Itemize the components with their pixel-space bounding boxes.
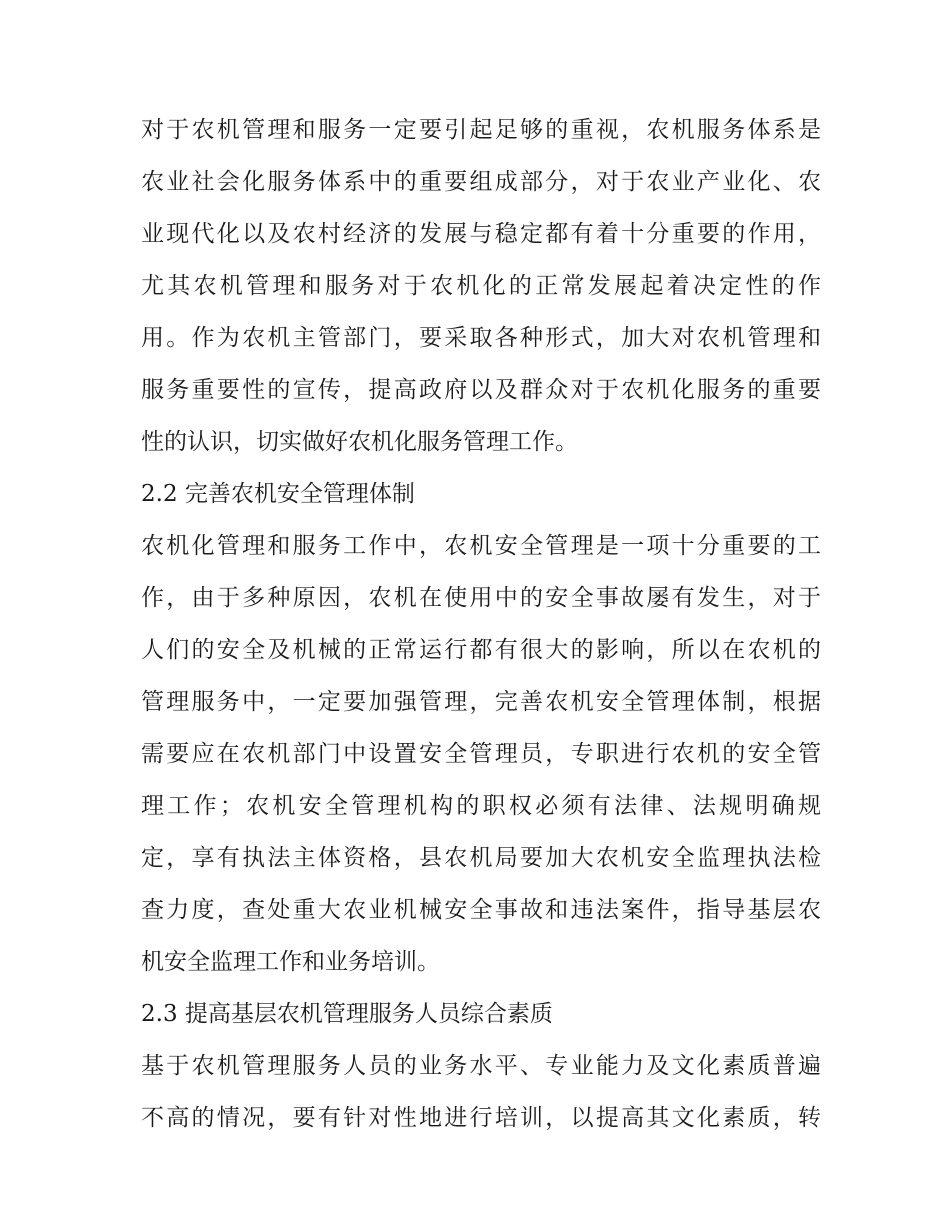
document-body <box>141 104 821 1144</box>
text-line: 农业社会化服务体系中的重要组成部分，对于农业产业化、农 <box>141 169 821 195</box>
text-line: 定，享有执法主体资格，县农机局要加大农机安全监理执法检 <box>141 845 821 871</box>
text-line: 需要应在农机部门中设置安全管理员，专职进行农机的安全管 <box>141 741 821 767</box>
text-line: 业现代化以及农村经济的发展与稳定都有着十分重要的作用， <box>141 221 821 247</box>
text-line: 对于农机管理和服务一定要引起足够的重视，农机服务体系是 <box>141 117 821 143</box>
text-line: 性的认识，切实做好农机化服务管理工作。 <box>141 429 578 455</box>
text-line: 基于农机管理服务人员的业务水平、专业能力及文化素质普遍 <box>141 1053 821 1079</box>
text-line: 用。作为农机主管部门，要采取各种形式，加大对农机管理和 <box>141 325 821 351</box>
paragraph-safety-management <box>141 520 821 988</box>
text-line: 理工作；农机安全管理机构的职权必须有法律、法规明确规 <box>141 793 821 819</box>
text-line: 管理服务中，一定要加强管理，完善农机安全管理体制，根据 <box>141 689 821 715</box>
text-line: 机安全监理工作和业务培训。 <box>141 949 440 975</box>
paragraph-staff-quality <box>141 1040 821 1144</box>
text-line: 农机化管理和服务工作中，农机安全管理是一项十分重要的工 <box>141 533 821 559</box>
paragraph-importance <box>141 104 821 468</box>
section-heading-2-3: 2.3 提高基层农机管理服务人员综合素质 <box>141 1001 553 1027</box>
section-heading-2-2: 2.2 完善农机安全管理体制 <box>141 481 415 507</box>
text-line: 不高的情况，要有针对性地进行培训，以提高其文化素质，转 <box>141 1105 821 1131</box>
text-line: 人们的安全及机械的正常运行都有很大的影响，所以在农机的 <box>141 637 821 663</box>
text-line: 服务重要性的宣传，提高政府以及群众对于农机化服务的重要 <box>141 377 821 403</box>
text-line: 尤其农机管理和服务对于农机化的正常发展起着决定性的作 <box>141 273 821 299</box>
text-line: 查力度，查处重大农业机械安全事故和违法案件，指导基层农 <box>141 897 821 923</box>
text-line: 作，由于多种原因，农机在使用中的安全事故屡有发生，对于 <box>141 585 821 611</box>
